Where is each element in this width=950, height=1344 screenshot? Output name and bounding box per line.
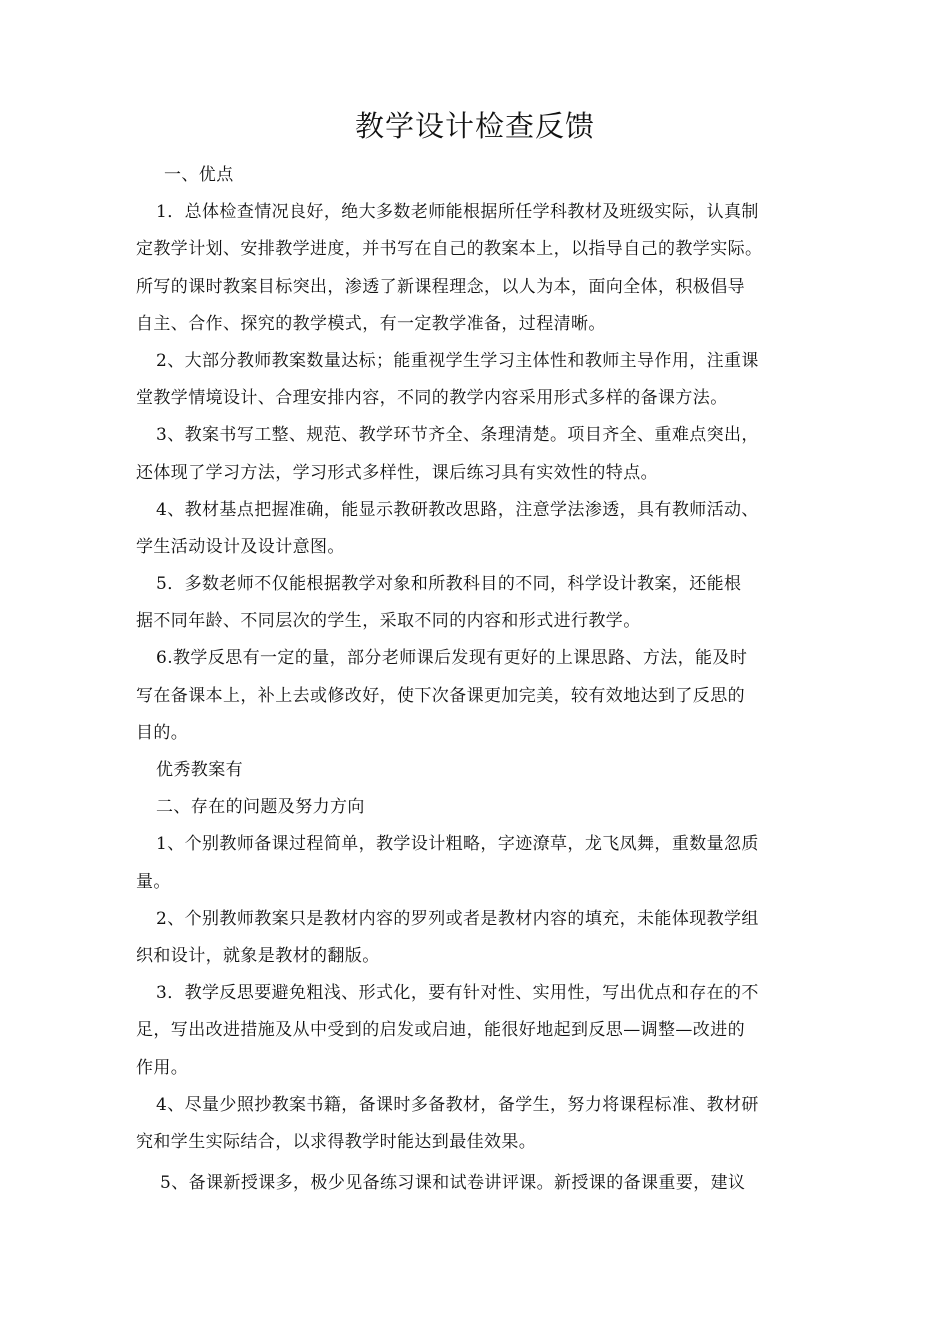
paragraph-line: 目的。 [136, 722, 189, 743]
paragraph-line: 足，写出改进措施及从中受到的启发或启迪，能很好地起到反思—调整—改进的 [136, 1020, 745, 1041]
paragraph-line: 1、个别教师备课过程简单，教学设计粗略，字迹潦草，龙飞凤舞，重数量忽质 [156, 834, 759, 855]
paragraph-line: 定教学计划、安排教学进度，并书写在自己的教案本上，以指导自己的教学实际。 [136, 239, 763, 260]
document-body [136, 157, 826, 1202]
paragraph-line: 量。 [136, 871, 171, 892]
section-heading-problems: 二、存在的问题及努力方向 [156, 797, 365, 818]
paragraph-line: 1．总体检查情况良好，绝大多数老师能根据所任学科教材及班级实际，认真制 [156, 202, 759, 223]
paragraph-line: 2、大部分教师教案数量达标；能重视学生学习主体性和教师主导作用，注重课 [156, 350, 759, 371]
paragraph-line: 写在备课本上，补上去或修改好，使下次备课更加完美，较有效地达到了反思的 [136, 685, 745, 706]
paragraph-line: 5、备课新授课多，极少见备练习课和试卷讲评课。新授课的备课重要，建议 [160, 1173, 746, 1194]
paragraph-line: 2、个别教师教案只是教材内容的罗列或者是教材内容的填充，未能体现教学组 [156, 908, 759, 929]
page-title: 教学设计检查反馈 [354, 109, 595, 143]
paragraph-line: 6.教学反思有一定的量，部分老师课后发现有更好的上课思路、方法，能及时 [156, 648, 748, 669]
paragraph-line: 织和设计，就象是教材的翻版。 [136, 945, 380, 966]
paragraph-line: 4、教材基点把握准确，能显示教研教改思路，注意学法渗透，具有教师活动、 [156, 499, 759, 520]
paragraph-line: 4、尽量少照抄教案书籍，备课时多备教材，备学生，努力将课程标准、教材研 [156, 1094, 759, 1115]
section-heading-strengths: 一、优点 [164, 165, 234, 185]
paragraph-line: 作用。 [136, 1057, 189, 1078]
paragraph-line: 学生活动设计及设计意图。 [136, 536, 345, 557]
paragraph-line: 自主、合作、探究的教学模式，有一定教学准备，过程清晰。 [136, 313, 606, 334]
paragraph-line: 堂教学情境设计、合理安排内容，不同的教学内容采用形式多样的备课方法。 [136, 388, 728, 409]
paragraph-line: 究和学生实际结合，以求得教学时能达到最佳效果。 [136, 1131, 537, 1152]
excellent-plans-line: 优秀教案有 [156, 760, 243, 780]
paragraph-line: 3、教案书写工整、规范、教学环节齐全、条理清楚。项目齐全、重难点突出， [156, 425, 759, 446]
paragraph-line: 据不同年龄、不同层次的学生，采取不同的内容和形式进行教学。 [136, 611, 641, 632]
paragraph-line: 所写的课时教案目标突出，渗透了新课程理念，以人为本，面向全体，积极倡导 [136, 276, 745, 297]
paragraph-line: 3．教学反思要避免粗浅、形式化，要有针对性、实用性，写出优点和存在的不 [156, 983, 759, 1004]
paragraph-line: 5．多数老师不仅能根据教学对象和所教科目的不同，科学设计教案，还能根 [156, 574, 742, 595]
paragraph-line: 还体现了学习方法，学习形式多样性，课后练习具有实效性的特点。 [136, 462, 658, 483]
